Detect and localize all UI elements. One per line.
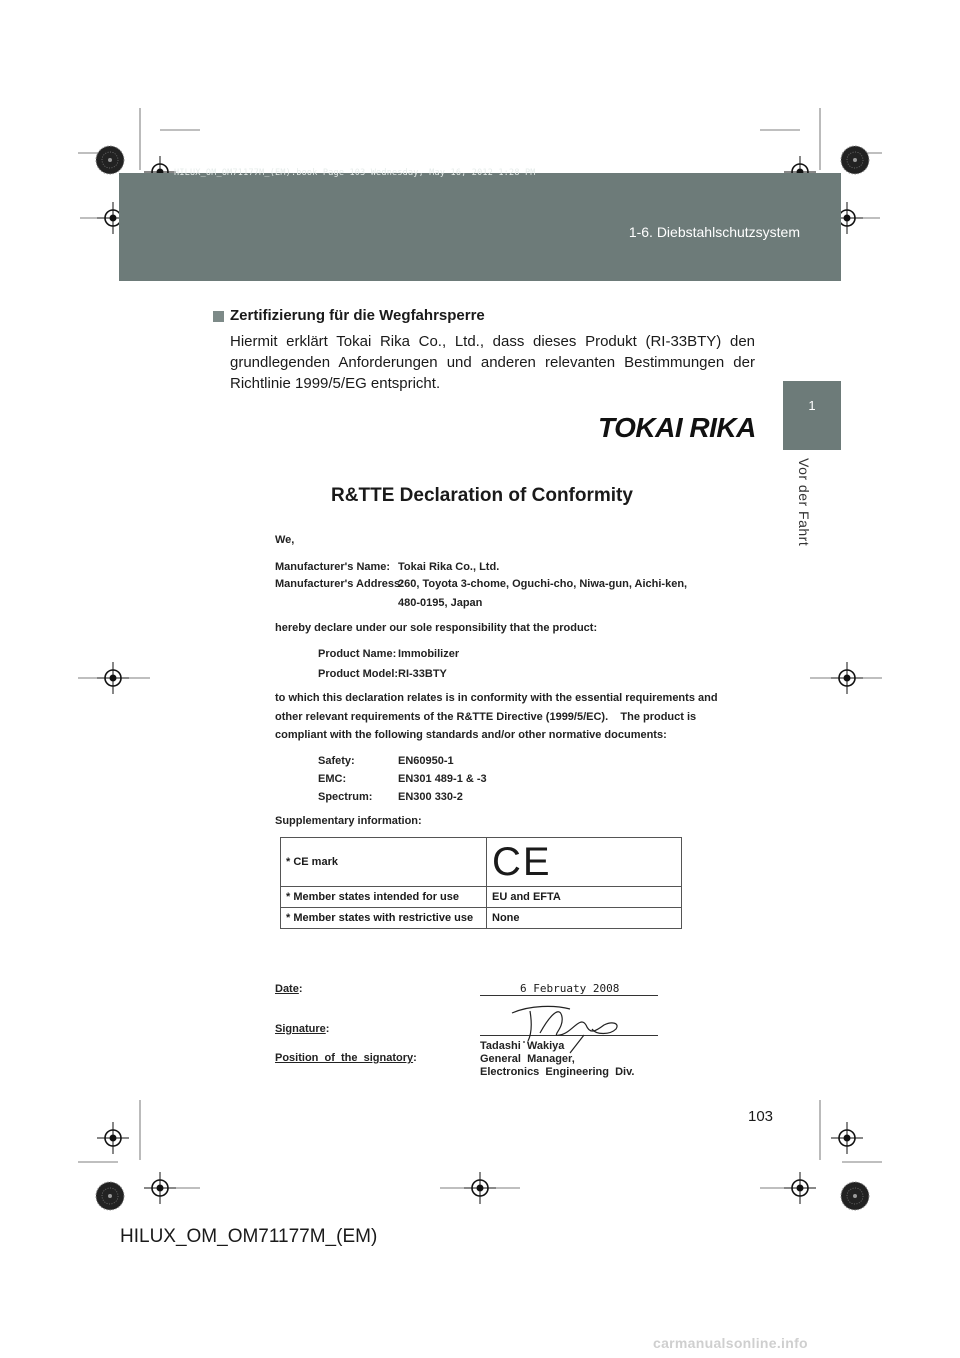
table-cell-label: * Member states intended for use bbox=[281, 887, 487, 908]
signatory-name: Tadashi Wakiya bbox=[480, 1040, 565, 1052]
product-model: RI-33BTY bbox=[398, 668, 447, 680]
ce-mark-icon: CE bbox=[492, 839, 552, 884]
chapter-title: 1-6. Diebstahlschutzsystem bbox=[628, 224, 800, 240]
table-row bbox=[281, 908, 682, 929]
conformity-line3: compliant with the following standards and/or other normative documents: bbox=[275, 729, 667, 741]
standard-value: EN301 489-1 & -3 bbox=[398, 773, 487, 785]
conformity-line2: other relevant requirements of the R&TTE Directive (1999/5/EC). The product is bbox=[275, 711, 697, 723]
side-tab bbox=[783, 381, 841, 450]
product-model-label: Product Model: bbox=[318, 668, 399, 680]
signatory-division: Electronics Engineering Div. bbox=[480, 1066, 635, 1078]
watermark: carmanualsonline.info bbox=[653, 1335, 808, 1351]
product-name-label: Product Name: bbox=[318, 648, 397, 660]
product-name: Immobilizer bbox=[398, 648, 460, 660]
table-cell-label: * CE mark bbox=[281, 838, 487, 887]
we-text: We, bbox=[275, 534, 295, 546]
hereby-text: hereby declare under our sole responsibility that the product: bbox=[275, 622, 598, 634]
date-label-row: Date: bbox=[275, 983, 303, 995]
manufacturer-address-line2: 480-0195, Japan bbox=[398, 597, 483, 609]
position-label-row: Position of the signatory: bbox=[275, 1052, 417, 1064]
date-value: 6 Februaty 2008 bbox=[520, 982, 620, 995]
side-tab-number: 1 bbox=[808, 398, 816, 413]
side-tab-label: Vor der Fahrt bbox=[796, 458, 812, 547]
tokai-rika-logo: TOKAI RIKA bbox=[598, 412, 756, 443]
manufacturer-name: Tokai Rika Co., Ltd. bbox=[398, 561, 500, 573]
page-number: 103 bbox=[748, 1108, 774, 1125]
file-stamp: HILUX_OM_OM71177M_(EM).book Page 103 Wednesday, May 16, 2012 1:28 PM bbox=[174, 168, 536, 178]
standard-label: Spectrum: bbox=[318, 791, 373, 803]
table-cell-value: None bbox=[487, 908, 682, 929]
position-label: Position of the signatory bbox=[275, 1052, 414, 1064]
table-cell-label: * Member states with restrictive use bbox=[281, 908, 487, 929]
manufacturer-address-label: Manufacturer's Address: bbox=[275, 578, 404, 590]
supplementary-label: Supplementary information: bbox=[275, 815, 422, 827]
conformity-line1: to which this declaration relates is in conformity with the essential requirements and bbox=[275, 692, 718, 704]
signature-label-row: Signature: bbox=[275, 1023, 330, 1035]
section-bullet-icon bbox=[213, 311, 224, 322]
manufacturer-address-line1: 260, Toyota 3-chome, Oguchi-cho, Niwa-gun, Aichi-ken, bbox=[398, 578, 688, 590]
date-label: Date bbox=[275, 983, 299, 995]
table-cell-value: EU and EFTA bbox=[487, 887, 682, 908]
standard-label: Safety: bbox=[318, 755, 355, 767]
signatory-title: General Manager, bbox=[480, 1053, 575, 1065]
section-body: Hiermit erklärt Tokai Rika Co., Ltd., dass dieses Produkt (RI-33BTY) den grundlegenden Anforderungen und anderen relevanten Bestimmungen der Richtlinie 1999/5/EG entspricht. bbox=[230, 333, 755, 392]
signature-label: Signature bbox=[275, 1023, 326, 1035]
declaration-title: R&TTE Declaration of Conformity bbox=[331, 485, 633, 506]
standard-value: EN300 330-2 bbox=[398, 791, 463, 803]
standard-label: EMC: bbox=[318, 773, 347, 785]
table-row bbox=[281, 838, 682, 887]
section-title: Zertifizierung für die Wegfahrsperre bbox=[230, 307, 485, 324]
footer-code: HILUX_OM_OM71177M_(EM) bbox=[120, 1226, 378, 1247]
table-cell-ce bbox=[487, 838, 682, 887]
table-row bbox=[281, 887, 682, 908]
supplementary-table bbox=[280, 837, 682, 929]
standard-value: EN60950-1 bbox=[398, 755, 454, 767]
manufacturer-name-label: Manufacturer's Name: bbox=[275, 561, 391, 573]
